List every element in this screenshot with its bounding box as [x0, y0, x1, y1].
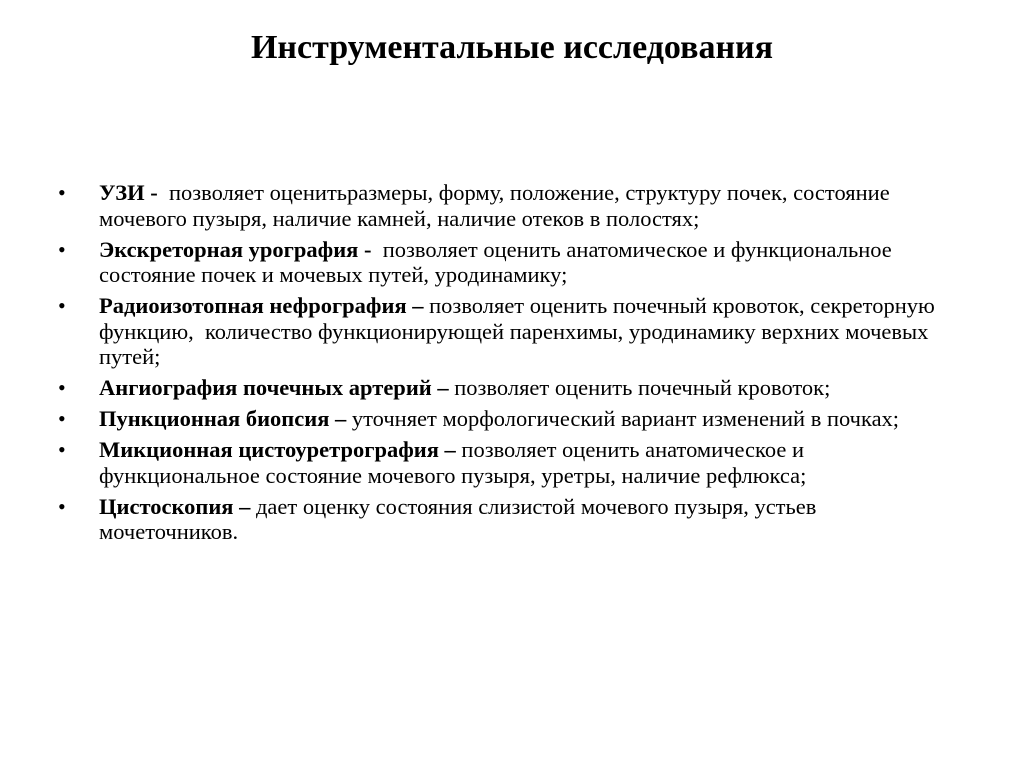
bullet-list	[58, 180, 958, 550]
item-term: Экскреторная урография -	[99, 236, 372, 262]
list-item-uzi	[58, 180, 958, 231]
bullet-icon: •	[58, 406, 66, 431]
item-description: позволяет оценить анатомическое и функциональное состояние мочевого пузыря, уретры, наличие рефлюкса;	[99, 437, 810, 488]
list-item-renal-angiography	[58, 375, 958, 401]
bullet-icon: •	[58, 236, 66, 262]
bullet-icon: •	[58, 437, 66, 462]
list-item-excretory-urography	[58, 237, 958, 288]
slide-title: Инструментальные исследования	[250, 29, 774, 66]
list-item-puncture-biopsy	[58, 406, 958, 432]
bullet-icon: •	[58, 375, 66, 400]
item-description: позволяет оценитьразмеры, форму, положение, структуру почек, состояние мочевого пузыря, наличие камней, наличие отеков в полостях;	[99, 180, 896, 231]
item-term: Микционная цистоуретрография –	[99, 437, 456, 462]
list-item-cystoscopy	[58, 494, 958, 545]
bullet-icon: •	[58, 293, 66, 318]
item-description: дает оценку состояния слизистой мочевого пузыря, устьев мочеточников.	[99, 493, 823, 544]
list-item-radioisotope-nephrography	[58, 293, 958, 370]
item-term: Цистоскопия –	[99, 493, 251, 519]
bullet-icon: •	[58, 493, 66, 519]
item-description: уточняет морфологический вариант изменений в почках;	[346, 406, 900, 431]
item-term: Ангиография почечных артерий –	[99, 375, 449, 400]
item-description: позволяет оценить почечный кровоток, секреторную функцию, количество функционирующей паренхимы, уродинамику верхних мочевых путей;	[99, 293, 941, 369]
bullet-icon: •	[58, 180, 66, 205]
item-description: позволяет оценить почечный кровоток;	[448, 375, 831, 400]
item-term: Радиоизотопная нефрография –	[99, 293, 424, 318]
item-term: Пункционная биопсия –	[99, 406, 347, 431]
list-item-voiding-cystourethrography	[58, 437, 958, 488]
item-term: УЗИ -	[99, 180, 158, 205]
item-description: позволяет оценить анатомическое и функциональное состояние почек и мочевых путей, уродинамику;	[99, 236, 898, 287]
